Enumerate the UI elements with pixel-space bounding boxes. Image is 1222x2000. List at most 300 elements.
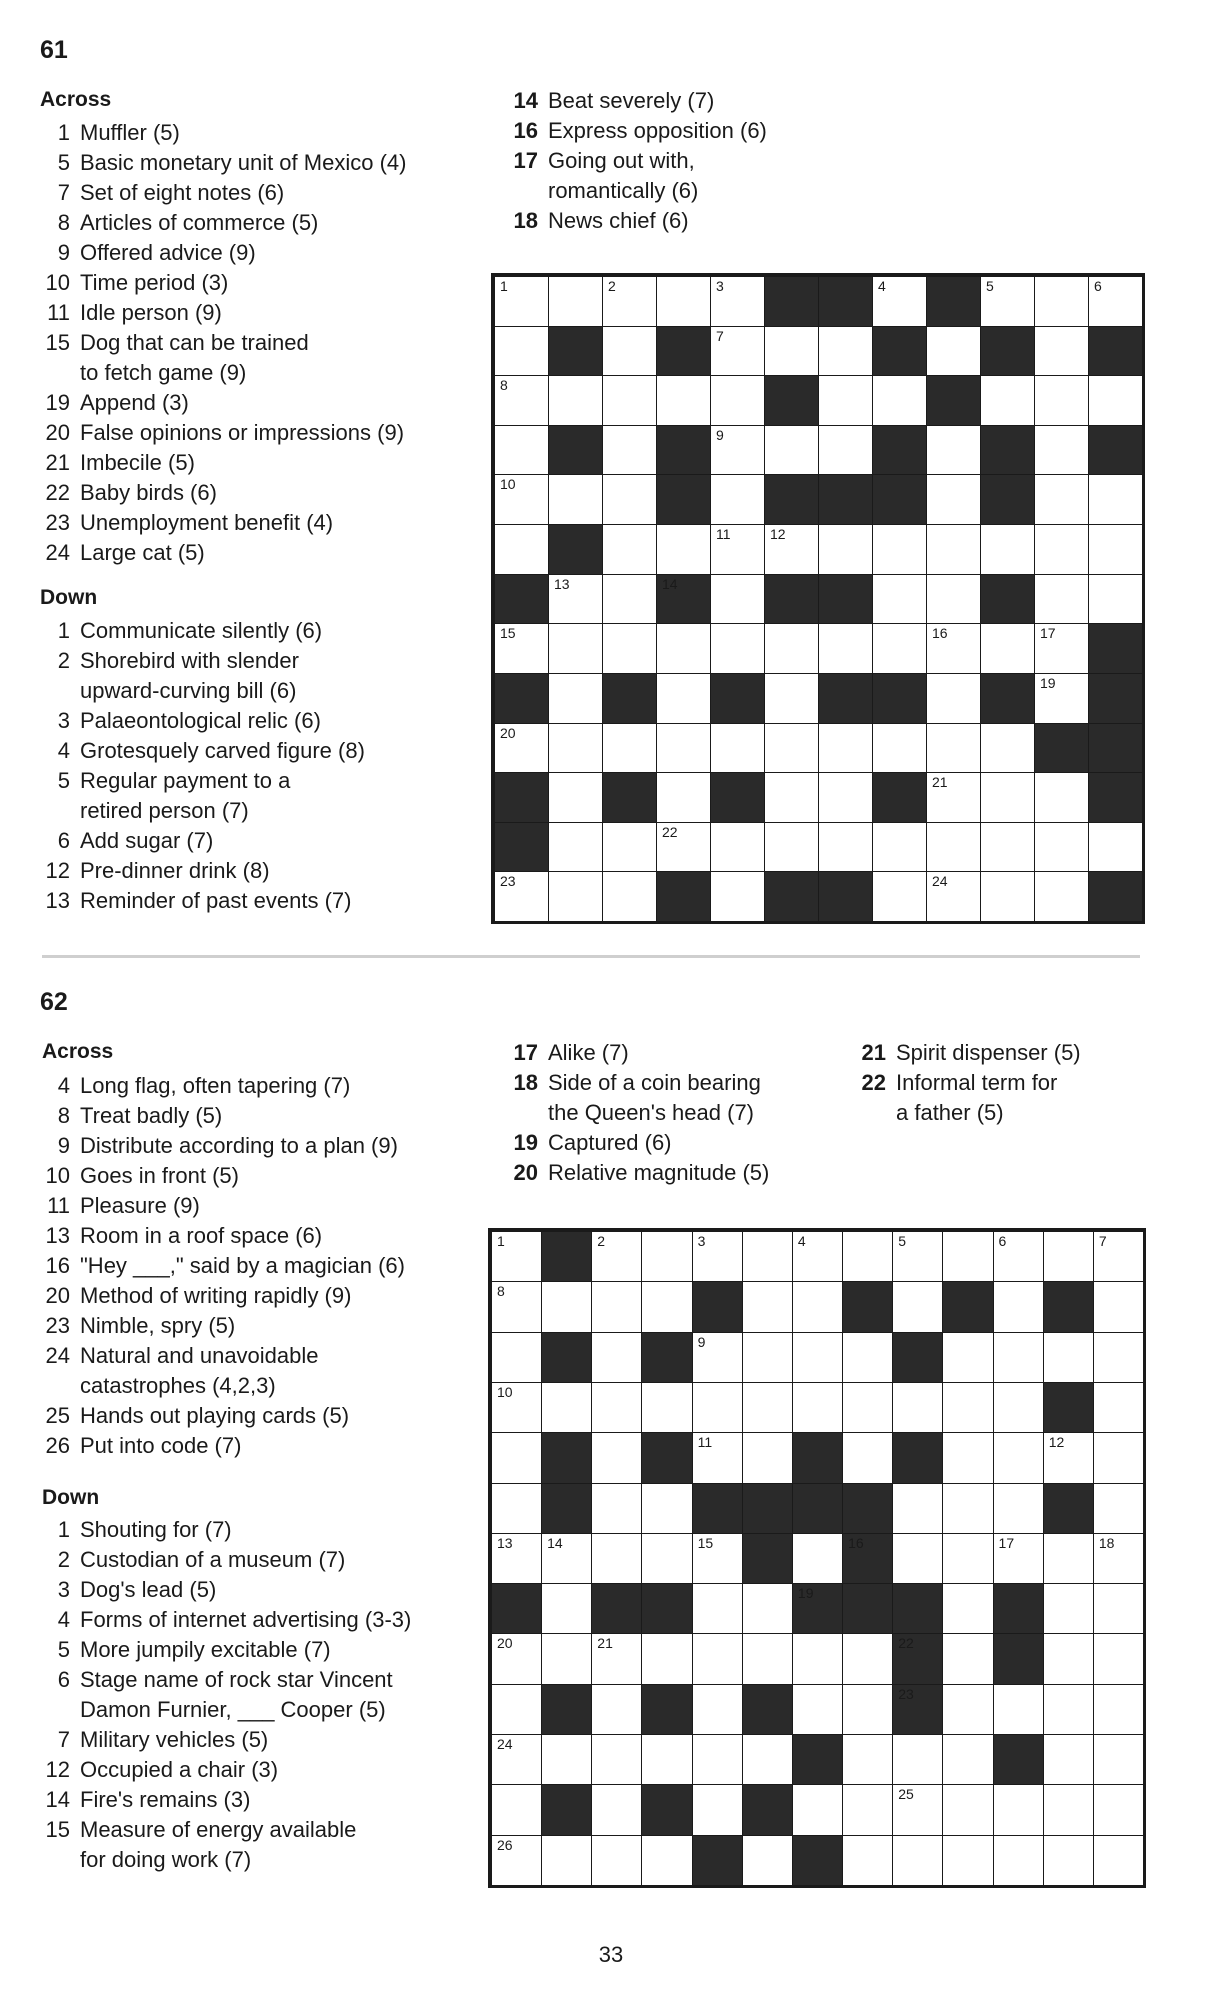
grid-cell[interactable] xyxy=(548,822,603,873)
grid-cell[interactable] xyxy=(980,623,1035,674)
grid-cell[interactable] xyxy=(1034,326,1089,377)
clue-text: Reminder of past events (7) xyxy=(80,888,352,913)
grid-cell[interactable] xyxy=(1088,276,1143,327)
clue-item xyxy=(852,1068,1132,1128)
grid-cell[interactable] xyxy=(710,276,765,327)
grid-cell-number: 16 xyxy=(848,1534,864,1551)
clue-number: 8 xyxy=(57,1103,70,1128)
grid-cell[interactable] xyxy=(541,1382,592,1433)
grid-cell[interactable] xyxy=(872,276,927,327)
grid-cell[interactable] xyxy=(842,1432,893,1483)
clue-text: Going out with, romantically (6) xyxy=(548,148,699,203)
grid-cell[interactable] xyxy=(764,723,819,774)
grid-cell[interactable] xyxy=(692,1784,743,1835)
clue-text: Set of eight notes (6) xyxy=(80,180,285,205)
grid-cell[interactable] xyxy=(491,1432,542,1483)
clue-item xyxy=(38,448,483,478)
clue-number: 20 xyxy=(45,420,70,445)
grid-cell[interactable] xyxy=(926,574,981,625)
grid-cell-number: 19 xyxy=(797,1585,814,1602)
grid-cell[interactable] xyxy=(494,474,549,525)
grid-cell[interactable] xyxy=(980,375,1035,426)
grid-cell[interactable] xyxy=(872,524,927,575)
grid-cell[interactable] xyxy=(764,673,819,724)
clue-number: 11 xyxy=(47,300,70,325)
grid-cell[interactable] xyxy=(926,474,981,525)
grid-cell-number: 13 xyxy=(554,575,570,592)
grid-cell[interactable] xyxy=(842,1231,893,1282)
clue-number: 12 xyxy=(45,1757,70,1782)
grid-cell[interactable] xyxy=(1034,276,1089,327)
grid-block xyxy=(541,1684,592,1735)
grid-cell[interactable] xyxy=(1093,1231,1144,1282)
grid-cell[interactable] xyxy=(942,1432,993,1483)
grid-block xyxy=(742,1533,793,1584)
grid-cell-number: 11 xyxy=(716,526,731,543)
clue-item xyxy=(38,1431,483,1461)
grid-cell[interactable] xyxy=(641,1382,692,1433)
clue-item xyxy=(38,886,483,916)
grid-cell[interactable] xyxy=(1093,1382,1144,1433)
clue-text: Unemployment benefit (4) xyxy=(80,510,334,535)
grid-cell[interactable] xyxy=(1093,1684,1144,1735)
grid-cell[interactable] xyxy=(1088,474,1143,525)
grid-cell-number: 9 xyxy=(697,1333,706,1350)
grid-cell[interactable] xyxy=(692,1734,743,1785)
puzzle-61-across-clues-continued xyxy=(504,86,884,236)
grid-cell[interactable] xyxy=(591,1432,642,1483)
grid-cell[interactable] xyxy=(1043,1684,1094,1735)
grid-cell[interactable] xyxy=(1034,474,1089,525)
grid-block xyxy=(892,1332,943,1383)
grid-cell[interactable] xyxy=(1034,772,1089,823)
grid-cell[interactable] xyxy=(926,673,981,724)
grid-cell[interactable] xyxy=(892,1483,943,1534)
grid-cell[interactable] xyxy=(494,623,549,674)
grid-cell[interactable] xyxy=(656,772,711,823)
grid-cell[interactable] xyxy=(1088,574,1143,625)
clue-item xyxy=(38,238,483,268)
grid-cell[interactable] xyxy=(1093,1281,1144,1332)
grid-cell[interactable] xyxy=(602,326,657,377)
grid-block xyxy=(742,1483,793,1534)
grid-cell[interactable] xyxy=(1043,1432,1094,1483)
grid-block xyxy=(792,1583,843,1634)
grid-cell[interactable] xyxy=(591,1684,642,1735)
grid-cell[interactable] xyxy=(842,1835,893,1886)
grid-cell[interactable] xyxy=(1034,822,1089,873)
grid-cell[interactable] xyxy=(591,1784,642,1835)
grid-cell[interactable] xyxy=(692,1231,743,1282)
grid-cell[interactable] xyxy=(1043,1835,1094,1886)
grid-cell[interactable] xyxy=(692,1382,743,1433)
grid-cell[interactable] xyxy=(602,474,657,525)
grid-cell[interactable] xyxy=(491,1835,542,1886)
grid-cell-number: 9 xyxy=(716,426,724,443)
grid-cell[interactable] xyxy=(872,623,927,674)
grid-cell[interactable] xyxy=(641,1533,692,1584)
grid-cell[interactable] xyxy=(980,723,1035,774)
grid-cell[interactable] xyxy=(1093,1332,1144,1383)
grid-cell[interactable] xyxy=(892,1734,943,1785)
puzzle-61-grid[interactable] xyxy=(491,273,1145,924)
grid-cell-number: 14 xyxy=(662,575,678,592)
grid-cell[interactable] xyxy=(1034,871,1089,922)
grid-cell[interactable] xyxy=(842,1633,893,1684)
grid-cell[interactable] xyxy=(591,1332,642,1383)
clue-number: 16 xyxy=(513,118,538,143)
grid-cell[interactable] xyxy=(602,276,657,327)
grid-cell[interactable] xyxy=(494,524,549,575)
grid-cell[interactable] xyxy=(1088,524,1143,575)
grid-cell[interactable] xyxy=(491,1281,542,1332)
grid-cell[interactable] xyxy=(926,871,981,922)
grid-cell[interactable] xyxy=(494,326,549,377)
grid-cell[interactable] xyxy=(1034,574,1089,625)
grid-cell[interactable] xyxy=(792,1231,843,1282)
grid-cell[interactable] xyxy=(818,772,873,823)
grid-cell[interactable] xyxy=(548,623,603,674)
grid-cell-number: 25 xyxy=(898,1786,914,1803)
grid-cell[interactable] xyxy=(1043,1734,1094,1785)
grid-cell[interactable] xyxy=(818,375,873,426)
grid-cell[interactable] xyxy=(1043,1231,1094,1282)
grid-cell[interactable] xyxy=(692,1432,743,1483)
grid-cell[interactable] xyxy=(548,574,603,625)
grid-cell[interactable] xyxy=(764,425,819,476)
grid-cell[interactable] xyxy=(641,1734,692,1785)
grid-cell[interactable] xyxy=(494,425,549,476)
grid-cell[interactable] xyxy=(641,1483,692,1534)
grid-block xyxy=(641,1332,692,1383)
grid-cell[interactable] xyxy=(602,623,657,674)
grid-cell[interactable] xyxy=(710,623,765,674)
grid-cell[interactable] xyxy=(926,772,981,823)
grid-cell[interactable] xyxy=(764,326,819,377)
grid-cell[interactable] xyxy=(491,1633,542,1684)
grid-cell[interactable] xyxy=(602,822,657,873)
grid-cell[interactable] xyxy=(1034,425,1089,476)
grid-cell[interactable] xyxy=(993,1533,1044,1584)
grid-cell[interactable] xyxy=(872,375,927,426)
grid-cell[interactable] xyxy=(494,723,549,774)
grid-cell[interactable] xyxy=(1043,1332,1094,1383)
grid-cell[interactable] xyxy=(742,1734,793,1785)
grid-cell[interactable] xyxy=(1043,1633,1094,1684)
grid-cell[interactable] xyxy=(792,1633,843,1684)
grid-cell[interactable] xyxy=(541,1533,592,1584)
grid-block xyxy=(892,1633,943,1684)
grid-cell[interactable] xyxy=(548,673,603,724)
grid-cell[interactable] xyxy=(1093,1583,1144,1634)
grid-cell[interactable] xyxy=(980,772,1035,823)
grid-cell[interactable] xyxy=(942,1382,993,1433)
grid-cell[interactable] xyxy=(710,326,765,377)
grid-cell[interactable] xyxy=(692,1533,743,1584)
puzzle-61-down-heading: Down xyxy=(40,586,98,609)
grid-cell[interactable] xyxy=(942,1483,993,1534)
clue-number: 15 xyxy=(45,1817,70,1842)
grid-cell[interactable] xyxy=(993,1382,1044,1433)
grid-cell[interactable] xyxy=(872,871,927,922)
grid-cell[interactable] xyxy=(656,276,711,327)
grid-cell[interactable] xyxy=(926,623,981,674)
grid-cell[interactable] xyxy=(993,1332,1044,1383)
grid-cell-number: 16 xyxy=(932,625,948,642)
grid-cell[interactable] xyxy=(548,375,603,426)
grid-cell[interactable] xyxy=(926,326,981,377)
grid-cell[interactable] xyxy=(980,822,1035,873)
grid-cell[interactable] xyxy=(892,1382,943,1433)
grid-block xyxy=(842,1483,893,1534)
grid-cell[interactable] xyxy=(993,1432,1044,1483)
grid-cell[interactable] xyxy=(1034,524,1089,575)
grid-cell[interactable] xyxy=(792,1332,843,1383)
grid-cell[interactable] xyxy=(818,425,873,476)
grid-cell[interactable] xyxy=(692,1684,743,1735)
grid-cell[interactable] xyxy=(742,1332,793,1383)
clue-item xyxy=(38,616,483,646)
grid-cell[interactable] xyxy=(1034,623,1089,674)
grid-cell[interactable] xyxy=(656,524,711,575)
grid-cell[interactable] xyxy=(710,524,765,575)
grid-cell[interactable] xyxy=(602,574,657,625)
grid-cell[interactable] xyxy=(742,1231,793,1282)
grid-cell[interactable] xyxy=(591,1533,642,1584)
grid-block xyxy=(792,1432,843,1483)
grid-cell[interactable] xyxy=(993,1684,1044,1735)
grid-cell[interactable] xyxy=(641,1231,692,1282)
grid-cell[interactable] xyxy=(491,1382,542,1433)
clue-item xyxy=(38,1251,483,1281)
grid-cell[interactable] xyxy=(942,1684,993,1735)
grid-cell[interactable] xyxy=(591,1281,642,1332)
grid-cell[interactable] xyxy=(602,425,657,476)
grid-cell[interactable] xyxy=(541,1734,592,1785)
grid-cell[interactable] xyxy=(818,822,873,873)
grid-cell[interactable] xyxy=(692,1332,743,1383)
grid-cell[interactable] xyxy=(926,723,981,774)
grid-cell[interactable] xyxy=(494,871,549,922)
grid-cell[interactable] xyxy=(602,524,657,575)
clue-item xyxy=(38,328,483,388)
grid-cell[interactable] xyxy=(1093,1633,1144,1684)
grid-cell[interactable] xyxy=(926,425,981,476)
grid-cell[interactable] xyxy=(541,1583,592,1634)
grid-cell[interactable] xyxy=(1093,1835,1144,1886)
grid-cell[interactable] xyxy=(491,1734,542,1785)
clue-number: 11 xyxy=(47,1193,70,1218)
grid-cell[interactable] xyxy=(1088,822,1143,873)
grid-cell[interactable] xyxy=(491,1533,542,1584)
grid-cell[interactable] xyxy=(742,1281,793,1332)
grid-cell[interactable] xyxy=(764,822,819,873)
grid-cell[interactable] xyxy=(591,1483,642,1534)
grid-cell[interactable] xyxy=(792,1784,843,1835)
grid-cell[interactable] xyxy=(710,425,765,476)
grid-cell[interactable] xyxy=(942,1533,993,1584)
grid-cell[interactable] xyxy=(656,723,711,774)
grid-cell[interactable] xyxy=(541,1633,592,1684)
grid-cell[interactable] xyxy=(742,1382,793,1433)
grid-cell[interactable] xyxy=(602,871,657,922)
grid-cell[interactable] xyxy=(742,1432,793,1483)
grid-cell[interactable] xyxy=(656,375,711,426)
grid-cell[interactable] xyxy=(494,375,549,426)
grid-cell[interactable] xyxy=(980,524,1035,575)
grid-cell[interactable] xyxy=(1093,1483,1144,1534)
grid-cell[interactable] xyxy=(548,772,603,823)
grid-cell[interactable] xyxy=(1043,1784,1094,1835)
grid-cell[interactable] xyxy=(872,723,927,774)
grid-cell[interactable] xyxy=(602,723,657,774)
grid-cell[interactable] xyxy=(548,871,603,922)
grid-cell[interactable] xyxy=(491,1483,542,1534)
grid-cell[interactable] xyxy=(872,574,927,625)
grid-cell[interactable] xyxy=(764,524,819,575)
grid-cell[interactable] xyxy=(993,1483,1044,1534)
clue-number: 2 xyxy=(57,1547,70,1572)
grid-cell[interactable] xyxy=(926,524,981,575)
grid-cell[interactable] xyxy=(792,1382,843,1433)
grid-cell[interactable] xyxy=(942,1583,993,1634)
grid-cell[interactable] xyxy=(842,1684,893,1735)
clue-text: Relative magnitude (5) xyxy=(548,1160,770,1185)
clue-text: Military vehicles (5) xyxy=(80,1727,269,1752)
grid-cell[interactable] xyxy=(792,1281,843,1332)
grid-cell[interactable] xyxy=(993,1281,1044,1332)
grid-cell[interactable] xyxy=(872,822,927,873)
grid-cell[interactable] xyxy=(710,871,765,922)
grid-cell[interactable] xyxy=(656,673,711,724)
grid-cell[interactable] xyxy=(818,723,873,774)
grid-cell[interactable] xyxy=(993,1784,1044,1835)
grid-cell[interactable] xyxy=(792,1533,843,1584)
grid-cell[interactable] xyxy=(942,1332,993,1383)
grid-cell[interactable] xyxy=(548,474,603,525)
grid-cell[interactable] xyxy=(1034,375,1089,426)
grid-cell[interactable] xyxy=(993,1835,1044,1886)
clue-item xyxy=(38,1221,483,1251)
grid-cell-number: 8 xyxy=(497,1283,505,1300)
grid-cell[interactable] xyxy=(591,1633,642,1684)
grid-cell[interactable] xyxy=(641,1633,692,1684)
grid-cell[interactable] xyxy=(892,1784,943,1835)
grid-block xyxy=(980,474,1035,525)
grid-cell[interactable] xyxy=(1034,673,1089,724)
grid-cell-number: 26 xyxy=(497,1836,513,1853)
grid-cell[interactable] xyxy=(892,1835,943,1886)
grid-cell[interactable] xyxy=(842,1734,893,1785)
grid-cell[interactable] xyxy=(980,871,1035,922)
grid-cell[interactable] xyxy=(692,1633,743,1684)
grid-cell[interactable] xyxy=(818,623,873,674)
grid-cell[interactable] xyxy=(491,1231,542,1282)
grid-cell[interactable] xyxy=(1088,375,1143,426)
grid-cell[interactable] xyxy=(942,1835,993,1886)
grid-cell[interactable] xyxy=(842,1382,893,1433)
clue-number: 12 xyxy=(45,858,70,883)
grid-cell[interactable] xyxy=(842,1784,893,1835)
grid-cell[interactable] xyxy=(892,1231,943,1282)
grid-block xyxy=(764,474,819,525)
clue-item xyxy=(38,388,483,418)
grid-cell[interactable] xyxy=(541,1835,592,1886)
grid-cell[interactable] xyxy=(980,276,1035,327)
grid-cell[interactable] xyxy=(591,1835,642,1886)
grid-cell[interactable] xyxy=(491,1684,542,1735)
grid-cell[interactable] xyxy=(548,723,603,774)
grid-cell[interactable] xyxy=(491,1332,542,1383)
grid-cell[interactable] xyxy=(591,1382,642,1433)
grid-cell[interactable] xyxy=(1093,1734,1144,1785)
grid-cell[interactable] xyxy=(1043,1533,1094,1584)
clue-text: Hands out playing cards (5) xyxy=(80,1403,350,1428)
grid-cell[interactable] xyxy=(842,1332,893,1383)
grid-cell-number: 12 xyxy=(1048,1434,1065,1451)
grid-cell[interactable] xyxy=(491,1784,542,1835)
grid-cell[interactable] xyxy=(818,326,873,377)
grid-cell[interactable] xyxy=(548,276,603,327)
grid-cell[interactable] xyxy=(602,375,657,426)
grid-cell[interactable] xyxy=(942,1633,993,1684)
grid-cell[interactable] xyxy=(710,474,765,525)
grid-cell[interactable] xyxy=(942,1784,993,1835)
grid-cell[interactable] xyxy=(641,1835,692,1886)
grid-cell[interactable] xyxy=(1043,1583,1094,1634)
puzzle-62-grid[interactable] xyxy=(488,1228,1146,1888)
grid-cell-number: 24 xyxy=(932,873,948,890)
grid-cell[interactable] xyxy=(1093,1533,1144,1584)
grid-cell[interactable] xyxy=(641,1281,692,1332)
grid-cell[interactable] xyxy=(541,1281,592,1332)
grid-cell[interactable] xyxy=(710,375,765,426)
clue-text: Room in a roof space (6) xyxy=(80,1223,323,1248)
grid-cell[interactable] xyxy=(710,822,765,873)
grid-cell[interactable] xyxy=(591,1231,642,1282)
grid-cell[interactable] xyxy=(656,822,711,873)
grid-cell[interactable] xyxy=(742,1583,793,1634)
grid-cell[interactable] xyxy=(494,276,549,327)
grid-cell[interactable] xyxy=(1093,1432,1144,1483)
grid-cell[interactable] xyxy=(656,623,711,674)
clue-text: Shouting for (7) xyxy=(80,1517,232,1542)
grid-cell[interactable] xyxy=(926,822,981,873)
grid-cell[interactable] xyxy=(892,1533,943,1584)
grid-cell[interactable] xyxy=(818,524,873,575)
clue-item xyxy=(504,146,884,206)
clue-text: Grotesquely carved figure (8) xyxy=(80,738,365,763)
grid-cell[interactable] xyxy=(764,623,819,674)
grid-block xyxy=(872,673,927,724)
grid-cell[interactable] xyxy=(892,1281,943,1332)
clue-number: 18 xyxy=(513,1070,538,1095)
grid-cell[interactable] xyxy=(942,1231,993,1282)
grid-cell[interactable] xyxy=(942,1734,993,1785)
clue-number: 19 xyxy=(513,1130,538,1155)
puzzle-62-across-clues xyxy=(38,1071,483,1461)
grid-cell[interactable] xyxy=(710,723,765,774)
grid-cell[interactable] xyxy=(742,1835,793,1886)
grid-cell[interactable] xyxy=(710,574,765,625)
grid-cell[interactable] xyxy=(993,1231,1044,1282)
grid-cell[interactable] xyxy=(764,772,819,823)
grid-cell[interactable] xyxy=(692,1583,743,1634)
grid-cell[interactable] xyxy=(742,1633,793,1684)
grid-cell[interactable] xyxy=(591,1734,642,1785)
grid-cell[interactable] xyxy=(792,1684,843,1735)
grid-cell[interactable] xyxy=(1093,1784,1144,1835)
